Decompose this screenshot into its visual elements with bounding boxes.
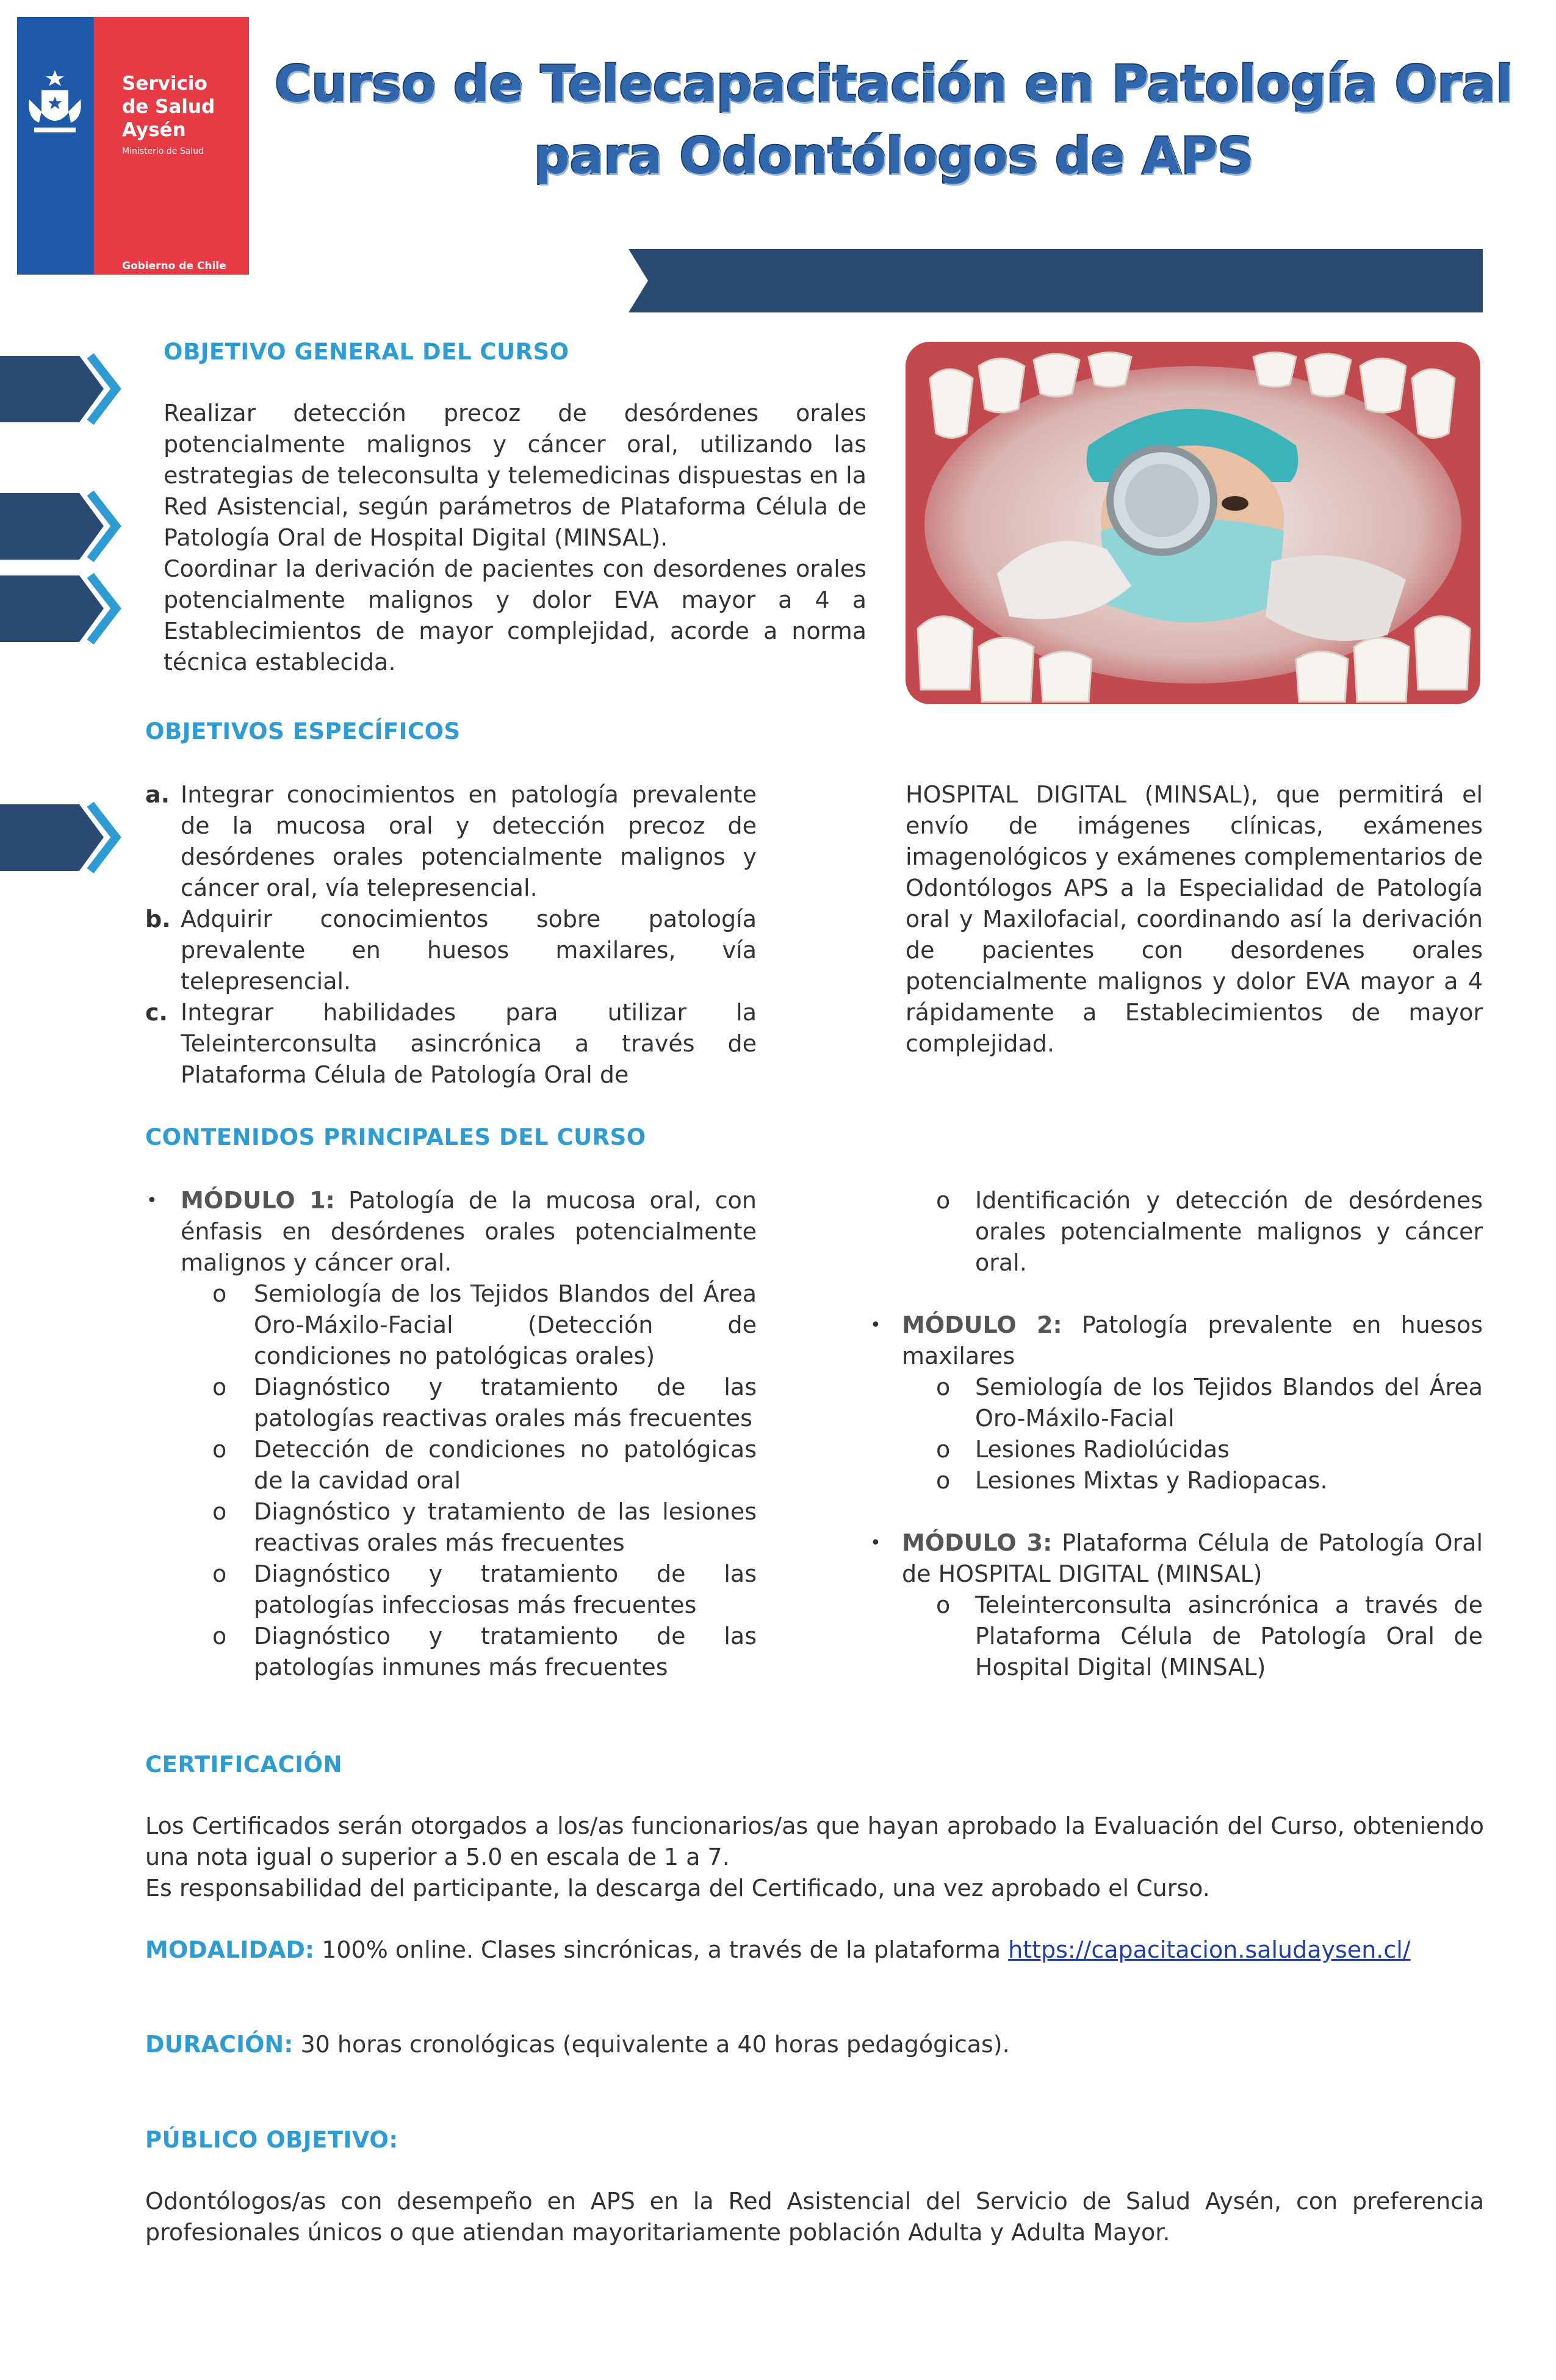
duracion-label: DURACIÓN:: [145, 2031, 294, 2058]
modulo-2-title: Patología prevalente en huesos maxilares: [902, 1311, 1483, 1369]
list-item-text: Diagnóstico y tratamiento de las patologías inmunes más frecuentes: [254, 1623, 757, 1681]
logo-org-name: Servicio de Salud Aysén: [122, 73, 215, 141]
list-item: [145, 1434, 757, 1496]
list-marker: b.: [145, 906, 171, 932]
sub-bullet-marker: o: [936, 1592, 951, 1618]
list-item-text: Adquirir conocimientos sobre patología prevalente en huesos maxilares, vía telepresencial.: [181, 906, 757, 995]
sub-bullet-marker: o: [212, 1623, 227, 1650]
list-item: [145, 1559, 757, 1621]
sub-bullet-marker: o: [212, 1374, 227, 1401]
modulo-3-header: [869, 1527, 1483, 1590]
certificacion-heading: CERTIFICACIÓN: [145, 1751, 342, 1778]
list-marker: c.: [145, 999, 168, 1026]
list-item: [145, 1496, 757, 1559]
sub-bullet-marker: o: [212, 1280, 227, 1307]
list-item-text: Diagnóstico y tratamiento de las patologías reactivas orales más frecuentes: [254, 1374, 757, 1432]
side-chevron-icon: [0, 351, 128, 427]
logo-strip: [17, 258, 94, 275]
publico-text: Odontólogos/as con desempeño en APS en la Red Asistencial del Servicio de Salud Aysén, con preferencia profesionales únicos o que atiendan mayoritariamente población Adulta y Adulta Mayor.: [145, 2188, 1484, 2246]
list-item-text: Semiología de los Tejidos Blandos del Área Oro-Máxilo-Facial (Detección de condiciones no patológicas orales): [254, 1280, 757, 1369]
list-item: [869, 1465, 1483, 1496]
list-item-text: Identificación y detección de desórdenes orales potencialmente malignos y cáncer oral.: [975, 1187, 1483, 1276]
logo-government: Gobierno de Chile: [122, 260, 226, 272]
publico-heading: PÚBLICO OBJETIVO:: [145, 2127, 398, 2153]
contenidos-heading: CONTENIDOS PRINCIPALES DEL CURSO: [145, 1124, 646, 1150]
list-item-text: Lesiones Radiolúcidas: [975, 1436, 1230, 1463]
duracion-line: [145, 2029, 1484, 2060]
modalidad-line: [145, 1935, 1524, 1966]
sub-bullet-marker: o: [936, 1374, 951, 1401]
list-item-text: Diagnóstico y tratamiento de las patologías infecciosas más frecuentes: [254, 1560, 757, 1618]
certificacion-paragraph-1: Los Certificados serán otorgados a los/as funcionarios/as que hayan aprobado la Evaluación del Curso, obteniendo una nota igual o superior a 5.0 en escala de 1 a 7.: [145, 1812, 1484, 1870]
logo: [17, 17, 249, 275]
title-line-2: para Odontólogos de APS: [534, 128, 1254, 186]
modalidad-text: 100% online. Clases sincrónicas, a través de la plataforma: [314, 1936, 1009, 1963]
modulo-3-label: MÓDULO 3:: [902, 1529, 1053, 1556]
list-item-text: Integrar conocimientos en patología prevalente de la mucosa oral y detección precoz de desórdenes orales potencialmente malignos y cáncer oral, vía telepresencial.: [181, 781, 757, 901]
objetivos-especificos-list: [145, 779, 757, 1091]
title-line-1: Curso de Telecapacitación en Patología Oral: [275, 56, 1513, 114]
sub-bullet-marker: o: [212, 1560, 227, 1587]
list-item-text: Lesiones Mixtas y Radiopacas.: [975, 1467, 1328, 1494]
objetivo-general-paragraph-2: Coordinar la derivación de pacientes con desordenes orales potencialmente malignos y dolor EVA mayor a 4 a Establecimientos de mayor complejidad, acorde a norma técnica establecida.: [164, 555, 866, 676]
bullet-marker: •: [870, 1532, 881, 1554]
list-item-text: Teleinterconsulta asincrónica a través de Plataforma Célula de Patología Oral de Hospital Digital (MINSAL): [975, 1592, 1483, 1681]
list-item: [145, 1372, 757, 1434]
modulo-1-label: MÓDULO 1:: [181, 1187, 335, 1214]
modalidad-label: MODALIDAD:: [145, 1936, 315, 1963]
objetivos-especificos-heading: OBJETIVOS ESPECÍFICOS: [145, 718, 461, 745]
dentist-photo: [906, 342, 1480, 704]
list-item: [869, 1434, 1483, 1465]
list-item-text: Integrar habilidades para utilizar la Teleinterconsulta asincrónica a través de Plataforma Célula de Patología Oral de: [181, 999, 757, 1088]
certificacion-text: [145, 1811, 1484, 1904]
list-item: [145, 1621, 757, 1683]
page-title: [262, 49, 1525, 193]
list-marker: a.: [145, 781, 170, 808]
side-chevron-icon: [0, 571, 128, 647]
header-banner: [629, 249, 1483, 312]
list-item: [145, 904, 757, 997]
modulo-right-column: [869, 1185, 1483, 1683]
objetivos-especificos-continuation: HOSPITAL DIGITAL (MINSAL), que permitirá el envío de imágenes clínicas, exámenes imagenológicos y exámenes complementarios de Odontólogos APS a la Especialidad de Patología oral y Maxilofacial, coordinando así la derivación de pacientes con desordenes orales potencialmente malignos y dolor EVA mayor a 4 rápidamente a Establecimientos de mayor complejidad.: [906, 781, 1483, 1057]
duracion-text: 30 horas cronológicas (equivalente a 40 horas pedagógicas).: [293, 2031, 1010, 2058]
sub-bullet-marker: o: [936, 1467, 951, 1494]
list-item: [869, 1372, 1483, 1434]
bullet-marker: •: [146, 1190, 157, 1211]
side-chevron-icon: [0, 799, 128, 876]
sub-bullet-marker: o: [936, 1436, 951, 1463]
list-item-text: Diagnóstico y tratamiento de las lesiones reactivas orales más frecuentes: [254, 1498, 757, 1556]
modulo-3-title: Plataforma Célula de Patología Oral de HOSPITAL DIGITAL (MINSAL): [902, 1529, 1483, 1587]
list-item-text: Semiología de los Tejidos Blandos del Área Oro-Máxilo-Facial: [975, 1374, 1483, 1432]
modulo-2-header: [869, 1310, 1483, 1372]
side-chevron-icon: [0, 488, 128, 564]
list-item: [145, 1278, 757, 1372]
sub-bullet-marker: o: [212, 1436, 227, 1463]
list-item: [869, 1590, 1483, 1683]
logo-ministry: Ministerio de Salud: [122, 146, 204, 156]
list-item-text: Detección de condiciones no patológicas de la cavidad oral: [254, 1436, 757, 1494]
objetivo-general-text: [164, 398, 866, 678]
objetivo-general-paragraph-1: Realizar detección precoz de desórdenes orales potencialmente malignos y cáncer oral, utilizando las estrategias de teleconsulta y telemedicinas dispuestas en la Red Asistencial, según parámetros de Plataforma Célula de Patología Oral de Hospital Digital (MINSAL).: [164, 400, 866, 551]
sub-bullet-marker: o: [212, 1498, 227, 1525]
modulo-1-header: [145, 1185, 757, 1278]
list-item: [145, 997, 757, 1091]
sub-bullet-marker: o: [936, 1187, 951, 1214]
objetivo-general-heading: OBJETIVO GENERAL DEL CURSO: [164, 339, 569, 365]
modulo-1: [145, 1185, 757, 1683]
certificacion-paragraph-2: Es responsabilidad del participante, la descarga del Certificado, una vez aprobado el Curso.: [145, 1875, 1210, 1902]
platform-link[interactable]: https://capacitacion.saludaysen.cl/: [1008, 1936, 1411, 1963]
crest-icon: [24, 69, 85, 142]
list-item: [145, 779, 757, 904]
list-item: [869, 1185, 1483, 1278]
modulo-1-title: Patología de la mucosa oral, con énfasis en desórdenes orales potencialmente malignos y cáncer oral.: [181, 1187, 757, 1276]
modulo-2-label: MÓDULO 2:: [902, 1311, 1062, 1338]
bullet-marker: •: [870, 1314, 881, 1336]
